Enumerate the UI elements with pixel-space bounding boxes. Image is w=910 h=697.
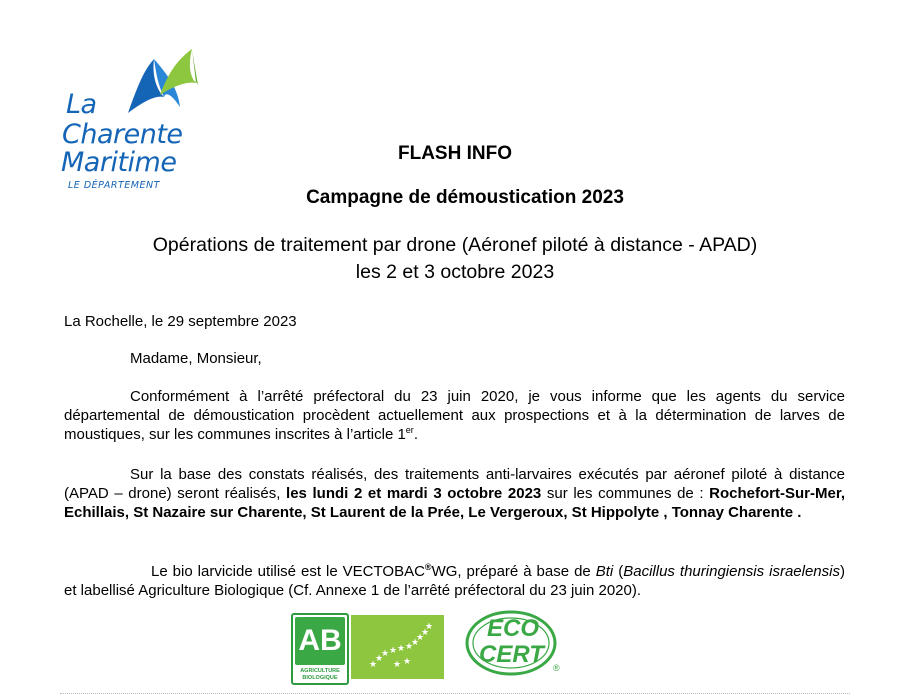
registered-mark: ® [424,562,432,572]
bti-term: Bti [595,563,614,580]
paragraph-treatment [64,465,845,522]
treatment-dates: les lundi 2 et mardi 3 octobre 2023 [286,485,542,502]
place-date: La Rochelle, le 29 septembre 2023 [64,313,297,330]
logo-text-charente: Charente [62,119,183,150]
greeting: Madame, Monsieur, [130,350,262,367]
svg-text:★: ★ [405,642,414,652]
species-name: Bacillus thuringiensis israelensis [623,563,840,580]
ab-certification-logo [291,613,349,685]
svg-text:★: ★ [375,654,384,664]
ecocert-eco-text: ECO [487,615,540,642]
footer-divider [60,693,850,695]
ab-line1: AGRICULTURE [300,668,340,674]
para1-text: Conformément à l’arrêté préfectoral du 23 juin 2020, je vous informe que les agents du service départemental de démoustication procèdent actuellement aux prospections et à la détermination de larves de moustiques, sur les communes inscrites à l’article 1 [64,388,845,443]
flash-info-heading: FLASH INFO [398,143,512,164]
ecocert-registered: ® [553,663,560,673]
para2-text: Sur la base des constats réalisés, des traitements anti-larvaires exécutés par aéronef piloté à distance (APAD – drone) seront réalisés, [64,466,845,502]
eu-organic-logo [351,615,444,679]
communes-list: Rochefort-Sur-Mer, Echillais, St Nazaire sur Charente, St Laurent de la Prée, Le Vergeroux, St Hippolyte , Tonnay Charente . [64,485,846,521]
svg-text:★: ★ [393,660,402,670]
svg-text:★: ★ [425,622,434,632]
paragraph-prospection [64,387,845,444]
logo-subtitle: LE DÉPARTEMENT [68,180,160,191]
campaign-heading: Campagne de démoustication 2023 [306,187,624,208]
svg-text:★: ★ [389,646,398,656]
svg-text:★: ★ [416,633,425,643]
svg-text:★: ★ [403,657,412,667]
department-logo [58,45,198,195]
operations-heading-line1: Opérations de traitement par drone (Aéronef piloté à distance - APAD) [152,234,758,256]
svg-text:★: ★ [369,660,378,670]
svg-text:★: ★ [381,649,390,659]
svg-text:★: ★ [397,644,406,654]
para3-text1: Le bio larvicide utilisé est le VECTOBAC [151,563,425,580]
eu-organic-leaf-icon [351,615,444,679]
birds-icon [108,45,198,115]
logo-text-maritime: Maritime [61,147,177,178]
ecocert-logo [463,609,567,677]
paragraph-larvicide [64,562,845,600]
para3-text4: ) et labellisé Agriculture Biologique (Cf. Annexe 1 de l’arrêté préfectoral du 23 juin 2020). [64,563,845,599]
svg-text:★: ★ [421,628,430,638]
ab-mark: AB [295,617,345,665]
ab-line2: BIOLOGIQUE [302,675,338,681]
logo-text-la: La [66,89,97,120]
para3-text3: ( [613,563,624,580]
para1-end: . [413,426,418,443]
ecocert-cert-text: CERT [479,641,544,668]
para3-text2: WG, préparé à base de [431,563,596,580]
para1-sup: er [405,425,414,435]
operations-heading-line2: les 2 et 3 octobre 2023 [355,261,555,283]
para2-mid: sur les communes de : [541,485,710,502]
svg-text:★: ★ [411,638,420,648]
